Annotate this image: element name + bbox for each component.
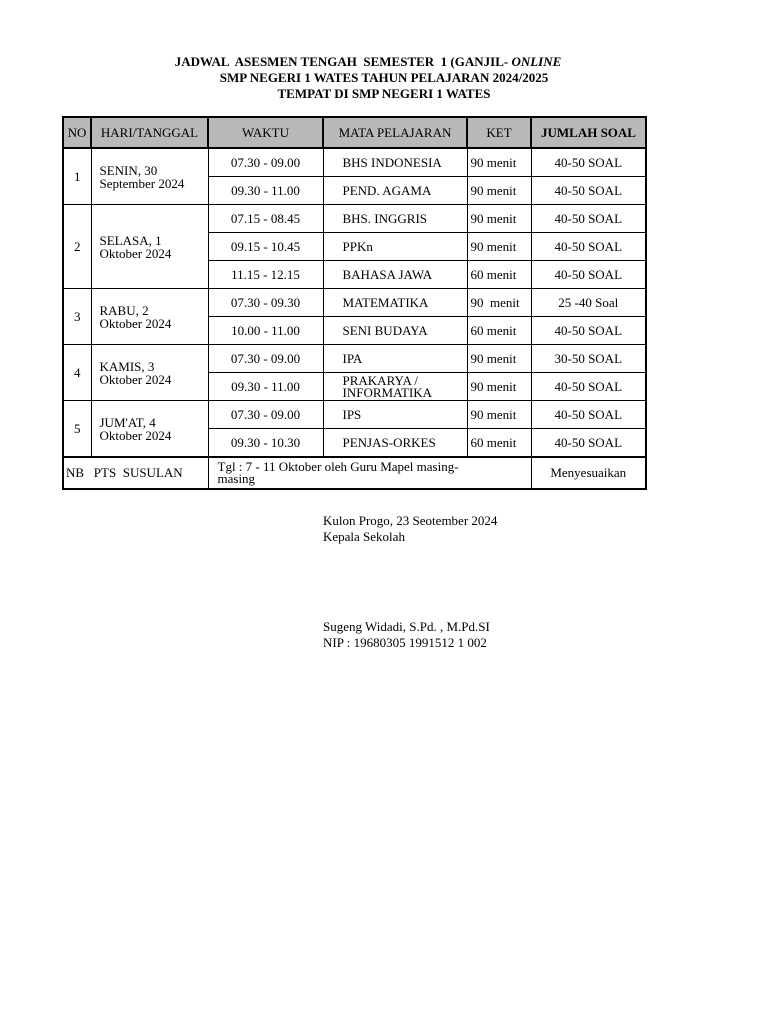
col-header-ket: KET — [467, 117, 531, 148]
subject-cell: MATEMATIKA — [323, 289, 467, 317]
subject-line-1: PRAKARYA / — [342, 372, 418, 388]
day-name: SENIN, 30 — [99, 162, 158, 178]
subject-cell: PENJAS-ORKES — [323, 429, 467, 458]
footer-question-count: Menyesuaikan — [531, 457, 646, 489]
day-date: Oktober 2024 — [99, 427, 172, 443]
time-cell: 07.15 - 08.45 — [208, 205, 323, 233]
time-cell: 09.15 - 10.45 — [208, 233, 323, 261]
question-count-cell: 40-50 SOAL — [531, 148, 646, 177]
footer-note-line-2: masing — [217, 471, 256, 486]
day-name: KAMIS, 3 — [99, 358, 155, 374]
day-date-cell — [91, 401, 208, 458]
day-date-cell — [91, 148, 208, 205]
time-cell: 07.30 - 09.30 — [208, 289, 323, 317]
duration-cell: 90 menit — [467, 401, 531, 429]
question-count-cell: 40-50 SOAL — [531, 177, 646, 205]
duration-cell: 90 menit — [467, 148, 531, 177]
footer-label: NB PTS SUSULAN — [63, 457, 208, 489]
document-title — [0, 54, 768, 102]
question-count-cell: 40-50 SOAL — [531, 317, 646, 345]
question-count-cell: 25 -40 Soal — [531, 289, 646, 317]
question-count-cell: 40-50 SOAL — [531, 233, 646, 261]
day-date: Oktober 2024 — [99, 245, 172, 261]
col-header-jumlah-soal: JUMLAH SOAL — [531, 117, 646, 148]
duration-cell: 90 menit — [467, 373, 531, 401]
day-date: Oktober 2024 — [99, 315, 172, 331]
day-name: RABU, 2 — [99, 302, 149, 318]
title-line-2: SMP NEGERI 1 WATES TAHUN PELAJARAN 2024/2025 — [219, 70, 549, 85]
col-header-mata-pelajaran: MATA PELAJARAN — [323, 117, 467, 148]
time-cell: 07.30 - 09.00 — [208, 345, 323, 373]
time-cell: 09.30 - 11.00 — [208, 177, 323, 205]
subject-line-2: INFORMATIKA — [342, 384, 433, 400]
subject-cell: PPKn — [323, 233, 467, 261]
title-line-1-text: JADWAL ASESMEN TENGAH SEMESTER 1 (GANJIL- — [174, 54, 512, 69]
time-cell: 09.30 - 10.30 — [208, 429, 323, 458]
row-number: 5 — [63, 401, 91, 458]
question-count-cell: 40-50 SOAL — [531, 261, 646, 289]
table-row — [63, 289, 646, 317]
day-date-cell — [91, 345, 208, 401]
duration-cell: 90 menit — [467, 205, 531, 233]
row-number: 2 — [63, 205, 91, 289]
time-cell: 09.30 - 11.00 — [208, 373, 323, 401]
signatory-name: Sugeng Widadi, S.Pd. , M.Pd.SI — [323, 619, 490, 634]
time-cell: 11.15 - 12.15 — [208, 261, 323, 289]
signature-footer — [323, 619, 490, 651]
time-cell: 10.00 - 11.00 — [208, 317, 323, 345]
col-header-waktu: WAKTU — [208, 117, 323, 148]
question-count-cell: 40-50 SOAL — [531, 373, 646, 401]
duration-cell: 90 menit — [467, 177, 531, 205]
time-cell: 07.30 - 09.00 — [208, 148, 323, 177]
exam-schedule-table — [62, 116, 647, 490]
subject-cell: BHS INDONESIA — [323, 148, 467, 177]
question-count-cell: 40-50 SOAL — [531, 429, 646, 458]
subject-cell: IPS — [323, 401, 467, 429]
day-date: September 2024 — [99, 175, 185, 191]
duration-cell: 60 menit — [467, 261, 531, 289]
duration-cell: 60 menit — [467, 429, 531, 458]
subject-cell — [323, 373, 467, 401]
time-cell: 07.30 - 09.00 — [208, 401, 323, 429]
table-row — [63, 205, 646, 233]
duration-cell: 90 menit — [467, 289, 531, 317]
footer-note — [208, 457, 531, 489]
title-line-3: TEMPAT DI SMP NEGERI 1 WATES — [277, 86, 491, 101]
day-date-cell — [91, 205, 208, 289]
table-row — [63, 401, 646, 429]
question-count-cell: 40-50 SOAL — [531, 205, 646, 233]
question-count-cell: 40-50 SOAL — [531, 401, 646, 429]
row-number: 3 — [63, 289, 91, 345]
day-name: JUM'AT, 4 — [99, 414, 156, 430]
title-line-1 — [0, 54, 752, 70]
signature-header — [323, 513, 497, 545]
day-name: SELASA, 1 — [99, 232, 162, 248]
table-row — [63, 148, 646, 177]
table-row — [63, 345, 646, 373]
table-header-row — [63, 117, 646, 148]
day-date-cell — [91, 289, 208, 345]
col-header-hari-tanggal: HARI/TANGGAL — [91, 117, 208, 148]
row-number: 4 — [63, 345, 91, 401]
question-count-cell: 30-50 SOAL — [531, 345, 646, 373]
subject-cell: SENI BUDAYA — [323, 317, 467, 345]
signature-place-date: Kulon Progo, 23 Seotember 2024 — [323, 513, 498, 528]
footer-row — [63, 457, 646, 489]
day-date: Oktober 2024 — [99, 371, 172, 387]
subject-cell: IPA — [323, 345, 467, 373]
signatory-nip: NIP : 19680305 1991512 1 002 — [323, 635, 487, 650]
col-header-no: NO — [63, 117, 91, 148]
row-number: 1 — [63, 148, 91, 205]
subject-cell: PEND. AGAMA — [323, 177, 467, 205]
duration-cell: 90 menit — [467, 345, 531, 373]
subject-cell: BHS. INGGRIS — [323, 205, 467, 233]
title-line-1-italic: ONLINE — [511, 54, 562, 69]
signature-role: Kepala Sekolah — [323, 529, 405, 544]
duration-cell: 60 menit — [467, 317, 531, 345]
footer-note-line-1: Tgl : 7 - 11 Oktober oleh Guru Mapel masing- — [217, 459, 459, 474]
duration-cell: 90 menit — [467, 233, 531, 261]
subject-cell: BAHASA JAWA — [323, 261, 467, 289]
